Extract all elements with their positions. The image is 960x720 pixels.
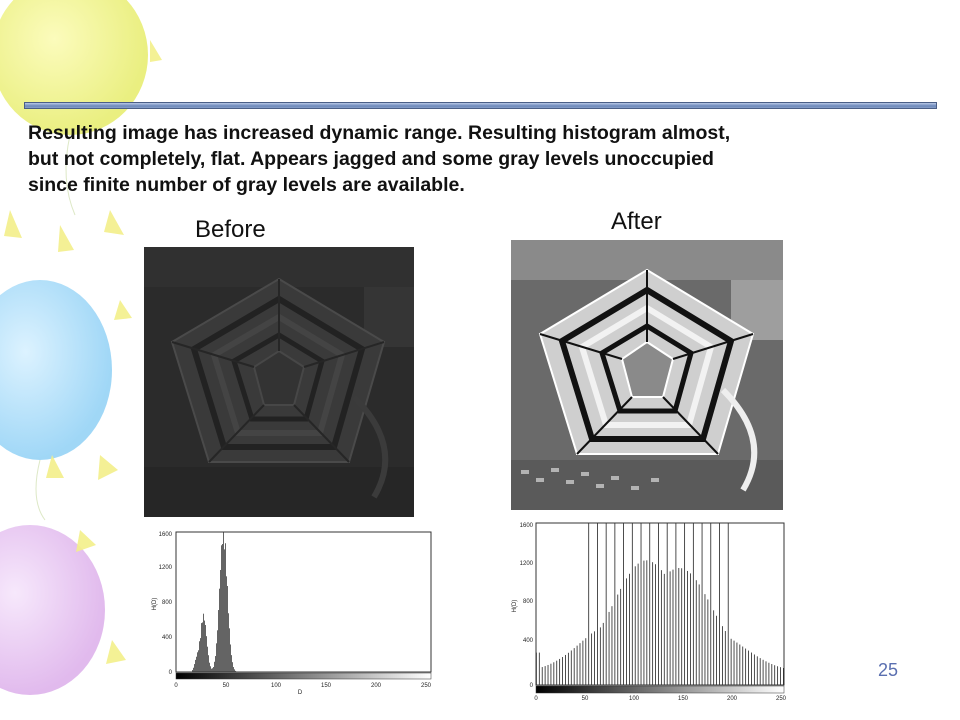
histogram-bar (681, 568, 682, 685)
histogram-bar (196, 657, 197, 672)
histogram-bar (594, 631, 595, 685)
histogram-bar (760, 658, 761, 685)
histogram-bar (710, 523, 711, 685)
after-label: After (611, 208, 662, 235)
histogram-bar (620, 589, 621, 685)
histogram-bar (223, 532, 224, 672)
slide-body-text (28, 120, 928, 198)
histogram-bar (678, 568, 679, 685)
histogram-bar (221, 545, 222, 672)
ytick-1200: 1200 (519, 561, 533, 567)
histogram-bar (644, 561, 645, 685)
xlabel: D (297, 690, 303, 694)
histogram-bar (227, 586, 228, 672)
grayscale-bar (536, 686, 784, 693)
histogram-bar (568, 653, 569, 685)
histogram-bar (216, 643, 217, 672)
histogram-bar (626, 578, 627, 685)
histogram-bar (670, 571, 671, 685)
histogram-bar (200, 638, 201, 672)
xtick-250: 250 (775, 696, 787, 702)
histogram-bar (649, 523, 650, 685)
histogram-bar (705, 594, 706, 685)
histogram-bar (766, 661, 767, 685)
histogram-bar (597, 523, 598, 685)
histogram-bar (684, 523, 685, 685)
histogram-bar (771, 664, 772, 685)
histogram-bar (606, 523, 607, 685)
histogram-bar (559, 659, 560, 685)
histogram-bar (230, 644, 231, 672)
histogram-bar (545, 666, 546, 685)
before-label: Before (195, 216, 266, 243)
histogram-bar (194, 664, 195, 672)
ytick-400: 400 (161, 635, 172, 641)
page-number: 25 (878, 660, 899, 680)
histogram-bar (565, 655, 566, 685)
xtick-150: 150 (677, 696, 689, 702)
histogram-bar (574, 648, 575, 685)
histogram-bar (553, 662, 554, 685)
xtick-150: 150 (320, 683, 332, 689)
histogram-bar (219, 589, 220, 672)
histogram-bar (652, 562, 653, 685)
histogram-bar (213, 667, 214, 672)
histogram-bar (551, 664, 552, 685)
histogram-bar (228, 613, 229, 672)
ytick-0: 0 (529, 683, 533, 689)
histogram-bar (197, 652, 198, 672)
histogram-bar (661, 570, 662, 685)
histogram-bar (777, 666, 778, 685)
xtick-250: 250 (420, 683, 432, 689)
histogram-bar (208, 655, 209, 672)
histogram-bar (571, 650, 572, 685)
histogram-bar (201, 623, 202, 672)
histogram-bar (210, 666, 211, 672)
histogram-bar (609, 612, 610, 685)
histogram-bar (591, 634, 592, 685)
histogram-bar (203, 614, 204, 672)
histogram-bar (673, 570, 674, 685)
xtick-100: 100 (270, 683, 282, 689)
histogram-bar (612, 606, 613, 685)
histogram-bar (204, 621, 205, 672)
histogram-bar (583, 641, 584, 685)
histogram-bar (218, 610, 219, 672)
histogram-bar (195, 660, 196, 672)
histogram-bar (542, 667, 543, 685)
histogram-bar (780, 667, 781, 685)
histogram-bar (725, 631, 726, 685)
histogram-bar (577, 646, 578, 685)
histogram-frame (176, 532, 431, 672)
histogram-bar (617, 595, 618, 685)
before-histogram (140, 524, 435, 694)
histogram-bar (748, 651, 749, 685)
histogram-bar (690, 573, 691, 685)
histogram-bar (232, 662, 233, 672)
histogram-bar (745, 649, 746, 685)
histogram-bar (667, 523, 668, 685)
histogram-bar (739, 645, 740, 685)
histogram-bar (635, 566, 636, 685)
histogram-bar (734, 641, 735, 685)
xtick-200: 200 (370, 683, 382, 689)
ylabel: H(D) (152, 597, 158, 611)
histogram-bar (588, 523, 589, 685)
ytick-1600: 1600 (519, 523, 533, 529)
histogram-bar (585, 638, 586, 685)
histogram-bar (556, 661, 557, 685)
histogram-bar (632, 523, 633, 685)
histogram-bar (676, 523, 677, 685)
histogram-bar (212, 668, 213, 672)
histogram-bar (687, 571, 688, 685)
histogram-bar (664, 574, 665, 685)
histogram-bar (774, 665, 775, 685)
histogram-bar (722, 626, 723, 685)
histogram-frame (536, 523, 784, 685)
histogram-bar (226, 576, 227, 672)
histogram-bar (193, 668, 194, 672)
histogram-bar (199, 641, 200, 672)
histogram-bar (562, 657, 563, 685)
histogram-bar (222, 544, 223, 672)
histogram-bar (699, 584, 700, 685)
histogram-bar (231, 655, 232, 672)
histogram-bar (205, 625, 206, 672)
histogram-bar (225, 543, 226, 672)
ylabel: H(D) (512, 599, 518, 613)
histogram-bar (206, 636, 207, 672)
histogram-bar (754, 654, 755, 685)
body-line-1: Resulting image has increased dynamic range. Resulting histogram almost, (28, 122, 731, 144)
histogram-bar (757, 656, 758, 685)
histogram-bar (641, 523, 642, 685)
histogram-bar (737, 643, 738, 685)
histogram-bar (638, 564, 639, 685)
histogram-bar (198, 650, 199, 672)
histogram-bar (655, 564, 656, 685)
histogram-bar (769, 663, 770, 685)
histogram-bar (217, 630, 218, 672)
histogram-bar (763, 660, 764, 685)
ytick-1600: 1600 (158, 532, 172, 538)
histogram-bar (233, 667, 234, 672)
ytick-400: 400 (522, 638, 533, 644)
xtick-0: 0 (534, 696, 538, 702)
histogram-bar (751, 653, 752, 685)
histogram-bar (707, 599, 708, 685)
ytick-800: 800 (161, 600, 172, 606)
histogram-bar (209, 663, 210, 672)
histogram-bar (220, 570, 221, 672)
histogram-bar (646, 560, 647, 685)
histogram-bar (693, 523, 694, 685)
histogram-bar (629, 574, 630, 685)
histogram-bar (742, 647, 743, 685)
xtick-100: 100 (628, 696, 640, 702)
ytick-0: 0 (168, 670, 172, 676)
histogram-bar (614, 523, 615, 685)
histogram-bar (207, 647, 208, 672)
histogram-bar (623, 523, 624, 685)
histogram-bar (224, 549, 225, 672)
histogram-bar (728, 523, 729, 685)
after-histogram (500, 518, 792, 702)
histogram-bar (702, 523, 703, 685)
histogram-bar (603, 623, 604, 685)
after-image (511, 240, 783, 510)
ytick-800: 800 (522, 599, 533, 605)
xtick-0: 0 (174, 683, 178, 689)
body-line-3: since finite number of gray levels are available. (28, 174, 465, 196)
histogram-bar (229, 628, 230, 672)
grayscale-bar (176, 673, 431, 679)
histogram-bar (202, 622, 203, 672)
title-divider (24, 102, 937, 109)
histogram-bar (548, 665, 549, 685)
xtick-50: 50 (222, 683, 230, 689)
histogram-bar (696, 580, 697, 685)
histogram-bar (716, 616, 717, 685)
histogram-bar (731, 639, 732, 685)
xtick-50: 50 (581, 696, 589, 702)
before-image (144, 247, 414, 517)
histogram-bar (719, 523, 720, 685)
xtick-200: 200 (726, 696, 738, 702)
body-line-2: but not completely, flat. Appears jagged and some gray levels unoccupied (28, 148, 714, 170)
ytick-1200: 1200 (158, 565, 172, 571)
histogram-bar (580, 643, 581, 685)
histogram-bar (215, 656, 216, 672)
histogram-bar (600, 627, 601, 685)
histogram-bar (713, 610, 714, 685)
histogram-bar (214, 662, 215, 672)
histogram-bar (658, 523, 659, 685)
histogram-bar (539, 653, 540, 685)
